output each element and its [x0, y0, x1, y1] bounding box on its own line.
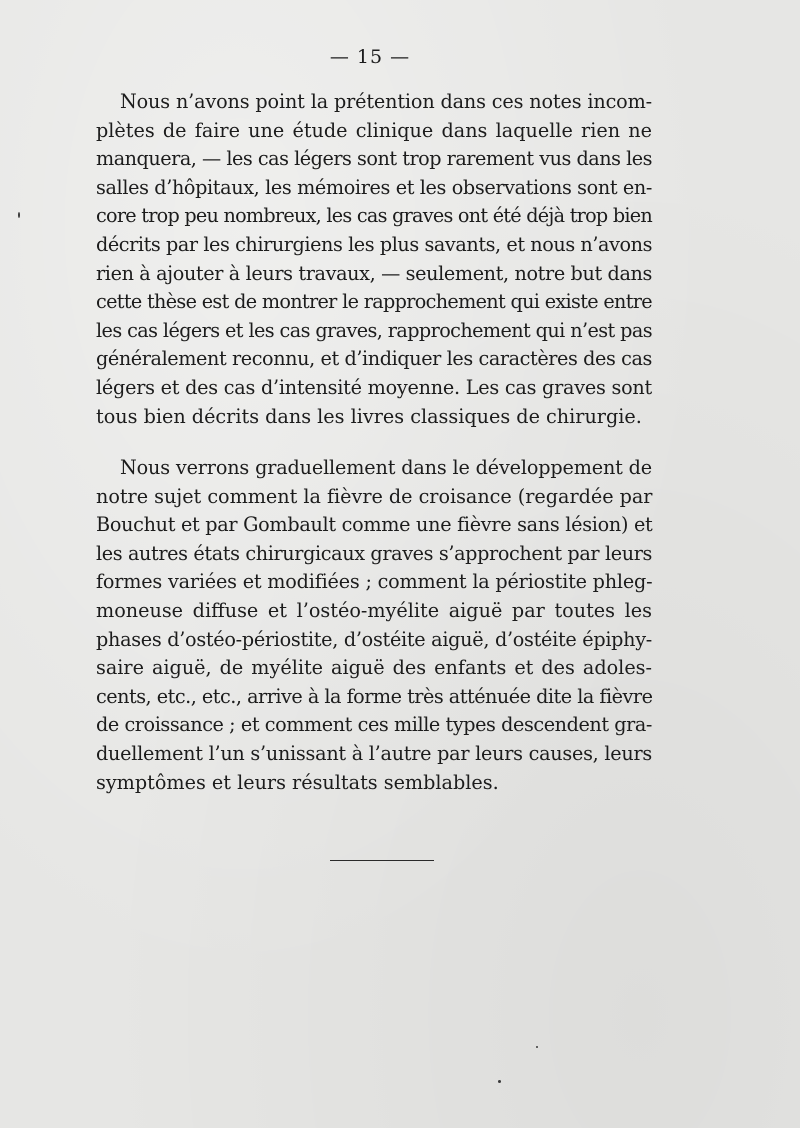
text-line: Nous n’avons point la prétention dans ces notes incom-	[120, 90, 652, 113]
text-line: rien à ajouter à leurs travaux, — seulement, notre but dans	[96, 261, 652, 285]
text-line: les cas légers et les cas graves, rapprochement qui n’est pas	[96, 318, 652, 342]
text-line: les autres états chirurgicaux graves s’approchent par leurs	[96, 541, 652, 565]
text-line: légers et des cas d’intensité moyenne. Les cas graves sont	[96, 375, 652, 399]
ink-speck	[498, 1080, 501, 1083]
text-line: cette thèse est de montrer le rapprochement qui existe entre	[96, 290, 652, 314]
paragraph-2	[96, 454, 652, 797]
text-line: de croissance ; et comment ces mille types descendent gra-	[96, 713, 652, 737]
text-line: moneuse diffuse et l’ostéo-myélite aiguë par toutes les	[96, 598, 652, 622]
text-line: manquera, — les cas légers sont trop rarement vus dans les	[96, 147, 652, 171]
text-line: tous bien décrits dans les livres classiques de chirurgie.	[96, 404, 642, 428]
text-line: saire aiguë, de myélite aiguë des enfants et des adoles-	[96, 656, 652, 680]
text-line: core trop peu nombreux, les cas graves ont été déjà trop bien	[96, 204, 652, 228]
text-line: décrits par les chirurgiens les plus savants, et nous n’avons	[96, 232, 652, 256]
footnote-separator-rule	[330, 860, 434, 861]
text-line: salles d’hôpitaux, les mémoires et les observations sont en-	[96, 175, 652, 199]
text-line: phases d’ostéo-périostite, d’ostéite aiguë, d’ostéite épiphy-	[96, 627, 652, 651]
text-line: généralement reconnu, et d’indiquer les caractères des cas	[96, 347, 652, 371]
paragraph-1	[96, 88, 652, 431]
text-line: Nous verrons graduellement dans le développement de	[120, 456, 652, 479]
text-line: cents, etc., etc., arrive à la forme très atténuée dite la fièvre	[96, 684, 653, 708]
text-line: duellement l’un s’unissant à l’autre par leurs causes, leurs	[96, 741, 652, 765]
page-number: — 15 —	[329, 46, 411, 68]
text-line: formes variées et modifiées ; comment la périostite phleg-	[96, 570, 653, 594]
text-line: Bouchut et par Gombault comme une fièvre sans lésion) et	[96, 513, 653, 537]
text-line: notre sujet comment la fièvre de croisance (regardée par	[96, 484, 653, 508]
ink-speck	[536, 1046, 538, 1048]
text-line: symptômes et leurs résultats semblables.	[96, 770, 499, 794]
ink-speck	[18, 212, 20, 218]
text-line: plètes de faire une étude clinique dans laquelle rien ne	[96, 118, 652, 142]
